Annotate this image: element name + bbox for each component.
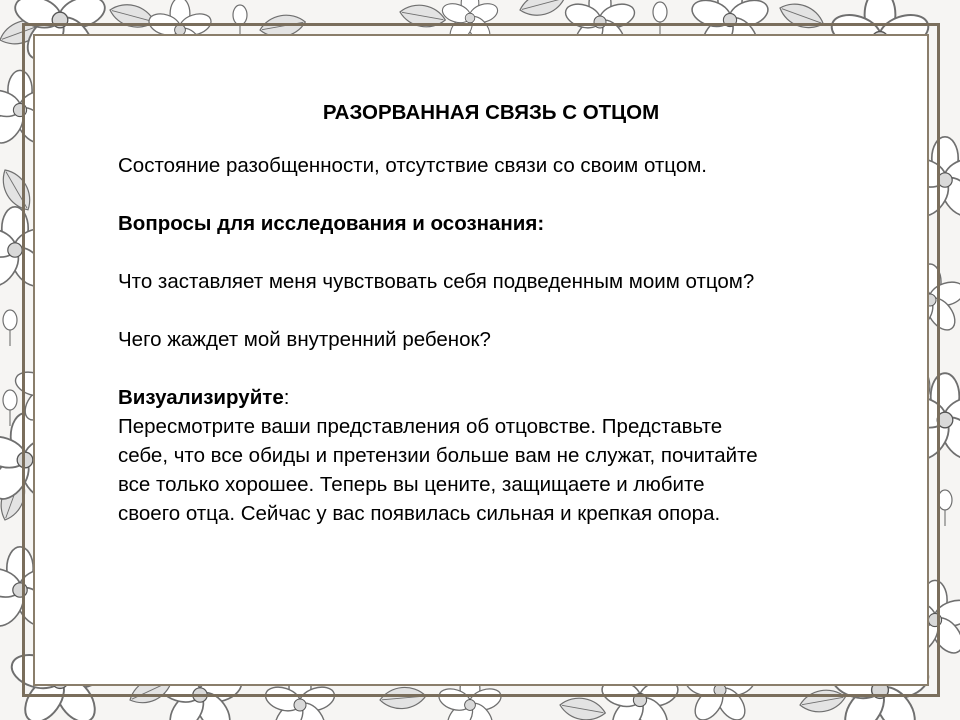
visualize-line-1: Пересмотрите ваши представления об отцовстве. Представьте: [118, 415, 723, 438]
spacer: [118, 180, 878, 209]
spacer: [118, 238, 878, 267]
intro-text: Состояние разобщенности, отсутствие связи со своим отцом.: [118, 154, 708, 177]
visualize-colon: :: [283, 386, 290, 409]
slide-content: [118, 98, 878, 528]
visualize-line-4: своего отца. Сейчас у вас появилась сильная и крепкая опора.: [118, 502, 721, 525]
question-2: Чего жаждет мой внутренний ребенок?: [118, 328, 491, 351]
visualize-heading-line: [118, 383, 878, 412]
visualize-line-2: себе, что все обиды и претензии больше вам не служат, почитайте: [118, 444, 758, 467]
visualize-heading: Визуализируйте: [118, 386, 284, 409]
question-1: Что заставляет меня чувствовать себя подведенным моим отцом?: [118, 270, 755, 293]
questions-heading: Вопросы для исследования и осознания:: [118, 212, 545, 235]
visualize-line-3: все только хорошее. Теперь вы цените, защищаете и любите: [118, 473, 705, 496]
spacer: [118, 296, 878, 325]
spacer: [118, 354, 878, 383]
slide-title: РАЗОРВАННАЯ СВЯЗЬ С ОТЦОМ: [322, 101, 660, 124]
